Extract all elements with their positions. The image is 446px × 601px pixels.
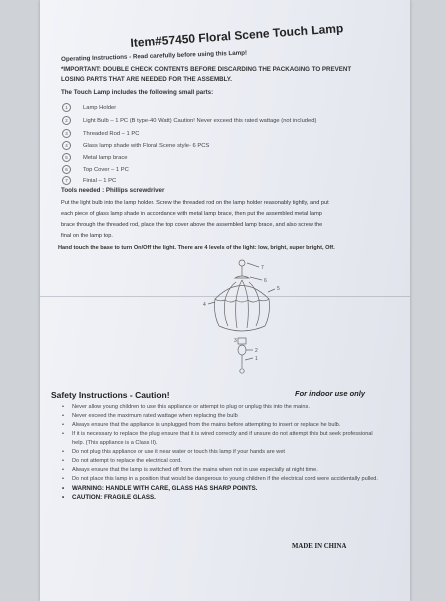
tools-needed: Tools needed : Phillips screwdriver bbox=[61, 187, 165, 194]
safety-item: • Do not place this lamp in a position that would be dangerous to young children if the electrical cord were accidentally pulled. bbox=[62, 475, 382, 484]
part-item bbox=[62, 141, 209, 150]
glass-shade-drawing bbox=[215, 286, 269, 303]
warning-item: • WARNING: HANDLE WITH CARE, GLASS HAS SHARP POINTS. bbox=[62, 484, 382, 493]
indoor-use-note: For indoor use only bbox=[295, 389, 366, 398]
part-item bbox=[62, 153, 127, 162]
part-text: Finial – 1 PC bbox=[83, 178, 117, 184]
diagram-label: 7 bbox=[261, 265, 264, 271]
part-text: Top Cover – 1 PC bbox=[83, 167, 129, 173]
lamp-holder-drawing bbox=[238, 338, 246, 344]
safety-item: • Do not plug this appliance or use it near water or touch this lamp if your hands are wet bbox=[62, 448, 382, 457]
part-text: Metal lamp brace bbox=[83, 155, 128, 161]
important-notice-line2: LOSING PARTS THAT ARE NEEDED FOR THE ASSEMBLY. bbox=[61, 76, 232, 83]
assembly-line: final on the lamp top. bbox=[61, 233, 113, 239]
part-number: 2 bbox=[62, 116, 71, 125]
part-item bbox=[62, 103, 116, 112]
diagram-label: 1 bbox=[255, 356, 258, 362]
parts-intro: The Touch Lamp includes the following small parts: bbox=[61, 89, 214, 96]
diagram-label: 4 bbox=[203, 302, 206, 308]
document-title: Item#57450 Floral Scene Touch Lamp bbox=[130, 21, 344, 50]
part-item bbox=[62, 165, 129, 174]
part-item bbox=[62, 176, 116, 185]
diagram-label: 5 bbox=[277, 286, 280, 292]
caution-item: • CAUTION: FRAGILE GLASS. bbox=[62, 493, 382, 502]
safety-item: • Do not attempt to replace the electrical cord. bbox=[62, 457, 382, 466]
lamp-assembly-diagram bbox=[195, 254, 290, 379]
assembly-line: each piece of glass lamp shade in accordance with metal lamp brace, then put the assembled metal lamp bbox=[61, 211, 322, 217]
part-number: 3 bbox=[62, 129, 71, 138]
part-item bbox=[62, 129, 139, 138]
light-bulb-drawing bbox=[238, 345, 246, 355]
safety-item: • Always ensure that the lamp is switched off from the mains when not in use especially at night time. bbox=[62, 466, 382, 475]
part-text: Threaded Rod – 1 PC bbox=[83, 131, 140, 137]
important-notice-line1: *IMPORTANT: DOUBLE CHECK CONTENTS BEFORE DISCARDING THE PACKAGING TO PREVENT bbox=[61, 66, 352, 73]
safety-item: • Never allow young children to use this appliance or attempt to plug or unplug this into the mains. bbox=[62, 403, 382, 412]
top-cover-drawing bbox=[235, 276, 249, 278]
assembly-line: brace through the threaded rod, place the top cover above the assembled lamp brace, and also screw the bbox=[61, 222, 323, 228]
assembly-line: Put the light bulb into the lamp holder. Screw the threaded rod on the lamp holder reasonably tightly, and put bbox=[61, 200, 329, 206]
safety-list bbox=[62, 403, 382, 502]
part-number: 5 bbox=[62, 153, 71, 162]
made-in-label: MADE IN CHINA bbox=[292, 543, 347, 550]
touch-instructions: Hand touch the base to turn On/Off the light. There are 4 levels of the light: low, bright, super bright, Off. bbox=[58, 245, 335, 251]
part-number: 7 bbox=[62, 176, 71, 185]
diagram-label: 3 bbox=[234, 338, 237, 344]
part-text: Light Bulb – 1 PC (B type-40 Watt) Caution! Never exceed this rated wattage (not included) bbox=[83, 118, 317, 124]
diagram-label: 2 bbox=[255, 348, 258, 354]
operating-instructions: Operating Instructions - Read carefully before using this Lamp! bbox=[61, 49, 248, 63]
safety-item: • Never exceed the maximum rated wattage when replacing the bulb bbox=[62, 412, 382, 421]
part-text: Glass lamp shade with Floral Scene style- 6 PCS bbox=[83, 143, 210, 149]
part-number: 1 bbox=[62, 103, 71, 112]
safety-heading: Safety Instructions - Caution! bbox=[51, 390, 170, 400]
safety-item: • If it is necessary to replace the plug ensure that it is wired correctly and if unsure do not attempt this but seek professional help. (This appliance is a Class II). bbox=[62, 430, 382, 448]
part-text: Lamp Holder bbox=[83, 105, 117, 111]
part-number: 6 bbox=[62, 165, 71, 174]
finial-drawing bbox=[239, 260, 245, 266]
part-item bbox=[62, 116, 316, 125]
diagram-label: 6 bbox=[264, 278, 267, 284]
part-number: 4 bbox=[62, 141, 71, 150]
safety-item: • Always ensure that the appliance is unplugged from the mains before attempting to insert or replace he bulb. bbox=[62, 421, 382, 430]
